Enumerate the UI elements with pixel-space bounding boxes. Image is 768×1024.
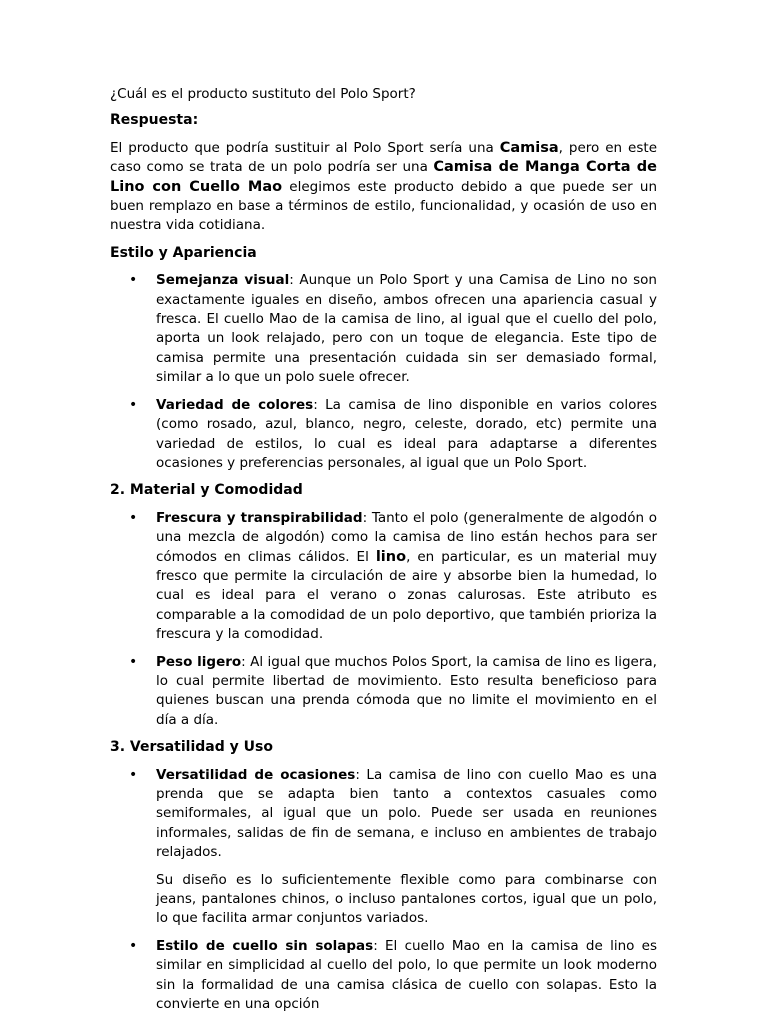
intro-bold-product: Camisa de Manga Corta de Lino con Cuello Mao	[110, 159, 657, 195]
section-list-versatilidad	[110, 766, 657, 1015]
section-heading-estilo: Estilo y Apariencia	[110, 244, 257, 261]
question-text: ¿Cuál es el producto sustituto del Polo Sport?	[110, 86, 416, 102]
item-text: : Al igual que muchos Polos Sport, la camisa de lino es ligera, lo cual permite libertad de movimiento. Esto resulta beneficioso para quienes buscan una prenda cómoda que no limite el movimiento en el día a día.	[156, 653, 657, 728]
bullet-icon: •	[129, 766, 138, 783]
section-list-material	[110, 509, 657, 730]
list-item	[110, 653, 657, 731]
bullet-icon: •	[129, 396, 138, 413]
item-text: : El cuello Mao en la camisa de lino es similar en simplicidad al cuello del polo, lo que permite un look moderno sin la formalidad de una camisa clásica de cuello con solapas. Esto la convierte en una opción	[156, 937, 657, 1013]
item-term: Peso ligero	[156, 653, 242, 670]
intro-text-3: elegimos este producto debido a que puede ser un buen remplazo en base a términos de estilo, funcionalidad, y ocasión de uso en nuestra vida cotidiana.	[110, 178, 657, 234]
intro-bold-camisa: Camisa	[499, 139, 559, 156]
bullet-icon: •	[129, 272, 138, 289]
list-item	[110, 396, 657, 474]
item-text: : La camisa de lino con cuello Mao es una prenda que se adapta bien tanto a contextos casuales como semiformales, al igual que un polo. Puede ser usada en reuniones informales, salidas de fin de semana, e incluso en ambientes de trabajo relajados.	[156, 766, 657, 861]
item-term: Versatilidad de ocasiones	[156, 766, 356, 783]
item-term: Frescura y transpirabilidad	[156, 509, 363, 526]
list-item	[110, 509, 657, 645]
item-term: Variedad de colores	[156, 396, 314, 413]
section-heading-material: 2. Material y Comodidad	[110, 482, 303, 499]
section-list-estilo	[110, 271, 657, 473]
item-second-paragraph: Su diseño es lo suficientemente flexible como para combinarse con jeans, pantalones chinos, o incluso pantalones cortos, igual que un polo, lo que facilita armar conjuntos variados.	[156, 871, 657, 927]
intro-paragraph	[110, 139, 657, 236]
item-inline-bold: lino	[375, 548, 407, 565]
item-text: : La camisa de lino disponible en varios colores (como rosado, azul, blanco, negro, celeste, dorado, etc) permite una variedad de estilos, lo cual es ideal para adaptarse a diferentes ocasiones y preferencias personales, al igual que un Polo Sport.	[156, 396, 657, 471]
intro-text-2: , pero en este caso como se trata de un polo podría ser una	[110, 139, 657, 176]
answer-heading: Respuesta:	[110, 112, 199, 129]
list-item	[110, 937, 657, 1015]
intro-text-1: El producto que podría sustituir al Polo Sport sería una	[110, 139, 500, 156]
item-term: Semejanza visual	[156, 272, 290, 289]
section-heading-versatilidad: 3. Versatilidad y Uso	[110, 739, 273, 756]
list-item	[110, 766, 657, 929]
bullet-icon: •	[129, 509, 138, 526]
item-term: Estilo de cuello sin solapas	[156, 937, 374, 954]
document-page	[110, 85, 657, 1022]
list-item	[110, 271, 657, 387]
item-text-continued: , en particular, es un material muy fresco que permite la circulación de aire y absorbe bien la humedad, lo cual es ideal para el verano o zonas calurosas. Este atributo es comparable a la comodidad de un polo deportivo, que también prioriza la frescura y la comodidad.	[156, 548, 657, 643]
item-text: : Tanto el polo (generalmente de algodón o una mezcla de algodón) como la camisa de lino están hechos para ser cómodos en climas cálidos. El	[156, 509, 658, 565]
item-text: : Aunque un Polo Sport y una Camisa de Lino no son exactamente iguales en diseño, ambos ofrecen una apariencia casual y fresca. El cuello Mao de la camisa de lino, al igual que el cuello del polo, aporta un look relajado, pero con un toque de elegancia. Este tipo de camisa permite una presentación cuidada sin ser demasiado formal, similar a lo que un polo suele ofrecer.	[156, 272, 657, 386]
bullet-icon: •	[129, 653, 138, 670]
bullet-icon: •	[129, 937, 138, 954]
